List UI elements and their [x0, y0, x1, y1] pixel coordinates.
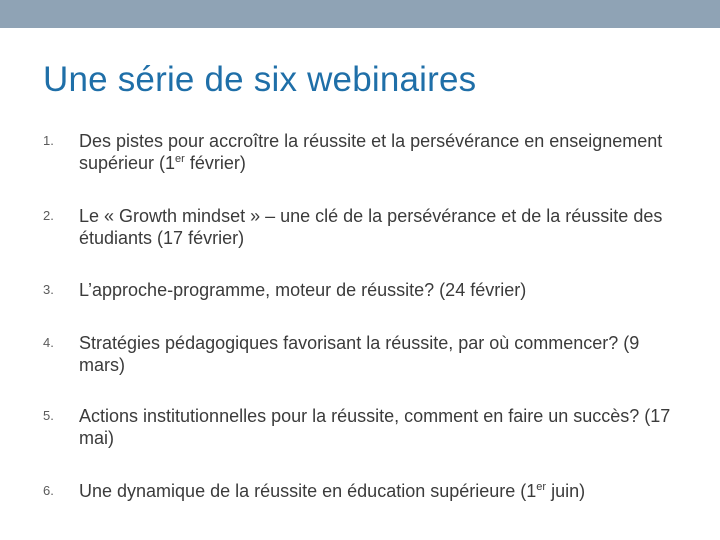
item-number: 4. — [43, 335, 54, 350]
item-text-end: juin) — [546, 481, 586, 501]
item-text-main: Actions institutionnelles pour la réussite, comment en faire un succès? (17 mai) — [79, 406, 671, 448]
item-text — [79, 279, 679, 301]
top-band — [0, 0, 720, 28]
item-text — [79, 405, 679, 449]
item-text-superscript: er — [175, 153, 185, 165]
item-text-main: Une dynamique de la réussite en éducation supérieure (1 — [79, 481, 537, 501]
item-number: 1. — [43, 133, 54, 148]
item-number: 3. — [43, 282, 54, 297]
item-text-main: Stratégies pédagogiques favorisant la réussite, par où commencer? (9 mars) — [79, 333, 640, 375]
item-number: 2. — [43, 208, 54, 223]
item-number: 6. — [43, 483, 54, 498]
item-text — [79, 205, 679, 249]
item-text — [79, 480, 679, 502]
item-text-end: février) — [184, 153, 246, 173]
slide-title: Une série de six webinaires — [43, 60, 477, 99]
item-text-main: Des pistes pour accroître la réussite et la persévérance en enseignement supérieur (1 — [79, 131, 663, 173]
item-number: 5. — [43, 408, 54, 423]
item-text — [79, 332, 679, 376]
item-text-main: Le « Growth mindset » – une clé de la persévérance et de la réussite des étudiants (17 février) — [79, 206, 663, 248]
item-text-superscript: er — [536, 481, 547, 493]
item-text — [79, 130, 679, 174]
item-text-main: L’approche-programme, moteur de réussite? (24 février) — [79, 280, 527, 300]
